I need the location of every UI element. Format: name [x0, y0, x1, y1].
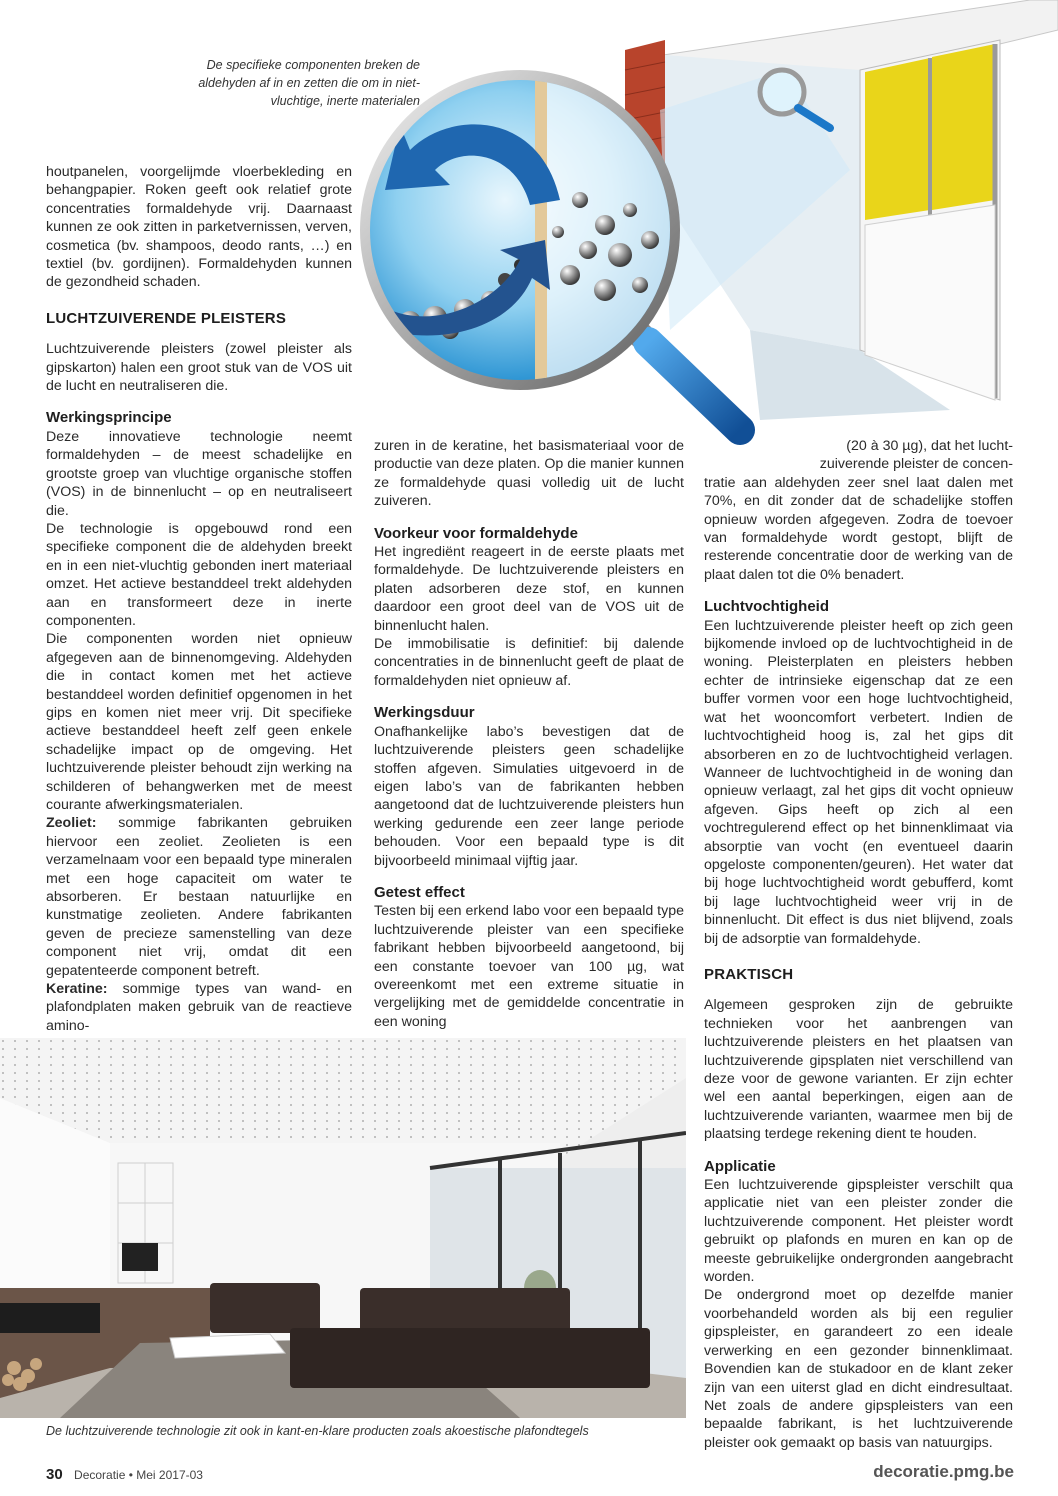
- subheading: Werkingsduur: [374, 704, 475, 722]
- paragraph: De ondergrond moet op dezelfde manier voorbehandeld worden als bij een regulier gipspleister, en garandeert zo een ideale verwerking en een gezonder binnenklimaat. Bovendien kan de stukadoor en de klant zeker zijn van een uiterst glad en dicht eindresultaat. Net zoals de andere gipspleisters van een bepaalde fabrikant, is het luchtzuiverende pleister ook gemaakt op basis van natuurgips.: [704, 1287, 1013, 1451]
- column-3: [704, 437, 1013, 1452]
- paragraph: Algemeen gesproken zijn de gebruikte technieken voor het aanbrengen van luchtzuiverende pleisters en het plaatsen van luchtzuiverende gipsplaten niet verschillend van deze voor de gewone varianten. Er zijn echter wel een aantal beperkingen, eigen aan de luchtzuiverende varianten, waarmee men bij de plaatsing terdege rekening dient te houden.: [704, 997, 1013, 1143]
- footer-left: [46, 1466, 203, 1483]
- paragraph: Een luchtzuiverende gipspleister verschilt qua applicatie niet van een pleister zonder die luchtzuiverende component. Het pleister wordt gebruikt op plafonds en muren en kan op de meeste gebruikelijke ondergronden aangebracht worden.: [704, 1177, 1013, 1286]
- page-number: 30: [46, 1466, 63, 1483]
- paragraph: zuren in de keratine, het basismateriaal voor de productie van deze platen. Op die manier kunnen ze formaldehyde quasi volledig uit de lucht zuiveren.: [374, 438, 684, 510]
- issue-label: Decoratie • Mei 2017-03: [74, 1468, 203, 1482]
- paragraph: Onafhankelijke labo’s bevestigen dat de luchtzuiverende pleisters geen schadelijke stoffen afgeven. Simulaties uitgevoerd in de eigen labo’s van de fabrikanten hebben aangetoond dat de luchtzuiverende pleisters hun werking gedurende een zeer lange periode behouden. Voor een bepaald type is dit bijvoorbeeld minimaal vijftig jaar.: [374, 723, 684, 869]
- living-room-image: [0, 1038, 686, 1418]
- paragraph: [46, 980, 352, 1035]
- paragraph: [46, 814, 352, 980]
- illustration-caption: De specifieke componenten breken de aldehyden af in en zetten die om in niet-vluchtige, inerte materialen: [198, 58, 420, 108]
- paragraph: Deze innovatieve technologie neemt formaldehyden – de meest schadelijke en grootste groep van vluchtige organische stoffen (VOS) in de binnenlucht – op en neutraliseert die.: [46, 428, 352, 519]
- subheading: Applicatie: [704, 1157, 776, 1175]
- paragraph: Het ingrediënt reageert in de eerste plaats met formaldehyde. De luchtzuiverende pleisters en platen adsorberen deze stof, en kunnen daardoor een groot deel van de VOS uit de binnenlucht halen.: [374, 544, 684, 634]
- interior-photo: [0, 1038, 686, 1418]
- paragraph: De technologie is opgebouwd rond een specifieke component die de aldehyden breekt en in een niet-vluchtig gebonden inert materiaal omzet. Het actieve bestanddeel trekt aldehyden aan en transformeert deze in inerte componenten.: [46, 520, 352, 629]
- photo-caption: De luchtzuiverende technologie zit ook in kant-en-klare producten zoals akoestische plafondtegels: [46, 1424, 589, 1438]
- paragraph: (20 à 30 µg), dat het lucht-: [846, 438, 1013, 454]
- subheading: Getest effect: [374, 883, 465, 901]
- term-text: sommige types van wand- en plafondplaten maken gebruik van de reactieve amino-: [46, 981, 352, 1034]
- insulation: [865, 58, 930, 220]
- paragraph: tratie aan aldehyden zeer snel laat dalen met 70%, en dit zonder dat de schadelijke stoffen opnieuw worden afgegeven. Zodra de toevoer van formaldehyde wordt gestopt, blijft de resterende concentratie door de werking van de plaat dalen tot die 0% benadert.: [704, 474, 1013, 583]
- section-title: LUCHTZUIVERENDE PLEISTERS: [46, 309, 287, 327]
- subheading: Werkingsprincipe: [46, 409, 172, 427]
- paragraph: Een luchtzuiverende pleister heeft op zich geen bijkomende invloed op de luchtvochtigheid in de woning. Pleisterplaten en pleisters hebben echter de intrinsieke eigenschap dat ze een buffer vormen voor een hoge luchtvochtigheid, wat het wooncomfort verbetert. Indien de luchtvochtigheid hoog is, zal het gips dit absorberen en zo de luchtvochtigheid verlagen. Wanneer de luchtvochtigheid in de woning dan opnieuw verlaagt, zal het gips dit vocht opnieuw afgeven. Gips heeft op zich al een vochtregulerend effect op het binnenklimaat via absorptie van vocht (en eventueel daarin opgeloste componenten/geuren). Het water dat bij hoge luchtvochtigheid wordt gebufferd, komt bij lage luchtvochtigheid weer vrij in de binnenlucht. Dit effect is dus niet blijvend, zoals bij de adsorptie van formaldehyde.: [704, 617, 1013, 947]
- term-label: Keratine:: [46, 981, 108, 998]
- term-text: sommige fabrikanten gebruiken hiervoor een zeoliet. Zeolieten is een verzamelnaam voor een bepaald type mineralen met een hoge capaciteit om water te absorberen. Er bestaan natuurlijke en kunstmatige zeolieten. Andere fabrikanten geven de precieze samenstelling van deze component niet vrij, omdat dit een gepatenteerde component betreft.: [46, 815, 352, 979]
- column-1: [46, 163, 352, 1035]
- paragraph: Testen bij een erkend labo voor een bepaald type luchtzuiverende pleister van een specifieke fabrikant hebben bijvoorbeeld aangetoond, bij een constante toevoer van 100 µg, wat overeenkomt met een extreme situatie in vergelijking met de gemiddelde concentratie in een woning: [374, 903, 684, 1030]
- paragraph: zuiverende pleister de concen-: [819, 456, 1013, 473]
- website-link[interactable]: decoratie.pmg.be: [873, 1462, 1014, 1481]
- paragraph: Die componenten worden niet opnieuw afgegeven aan de binnenomgeving. Aldehyden die in contact komen met het actieve bestanddeel worden definitief opgenomen in het gips en komen niet meer vrij. Dit specifieke actieve bestanddeel heeft zelf geen enkele schadelijke impact op de omgeving. Het luchtzuiverende pleister behoudt zijn werking na schilderen of behangwerken met de meest courante afwerkingsmaterialen.: [46, 631, 352, 813]
- subheading: Luchtvochtigheid: [704, 598, 829, 616]
- magnifier-illustration: [330, 0, 1058, 450]
- paragraph: Luchtzuiverende pleisters (zowel pleister als gipskarton) halen een groot stuk van de VOS uit de lucht en neutraliseren die.: [46, 341, 352, 395]
- illustration: [330, 0, 1058, 450]
- subheading: Voorkeur voor formaldehyde: [374, 524, 578, 542]
- term-label: Zeoliet:: [46, 815, 97, 832]
- column-2: [374, 437, 684, 1031]
- paragraph: houtpanelen, voorgelijmde vloerbekleding en behangpapier. Roken geeft ook relatief grote concentraties formaldehyde vrij. Daarnaast kunnen ze ook zitten in parketvernissen, verven, cosmetica (bv. shampoos, deodo rants, …) en textiel (bv. gordijnen). Formaldehyden kunnen de gezondheid schaden.: [46, 164, 352, 291]
- section-title: PRAKTISCH: [704, 965, 794, 983]
- paragraph: De immobilisatie is definitief: bij dalende concentraties in de binnenlucht geeft de plaat de formaldehyden niet opnieuw af.: [374, 636, 684, 689]
